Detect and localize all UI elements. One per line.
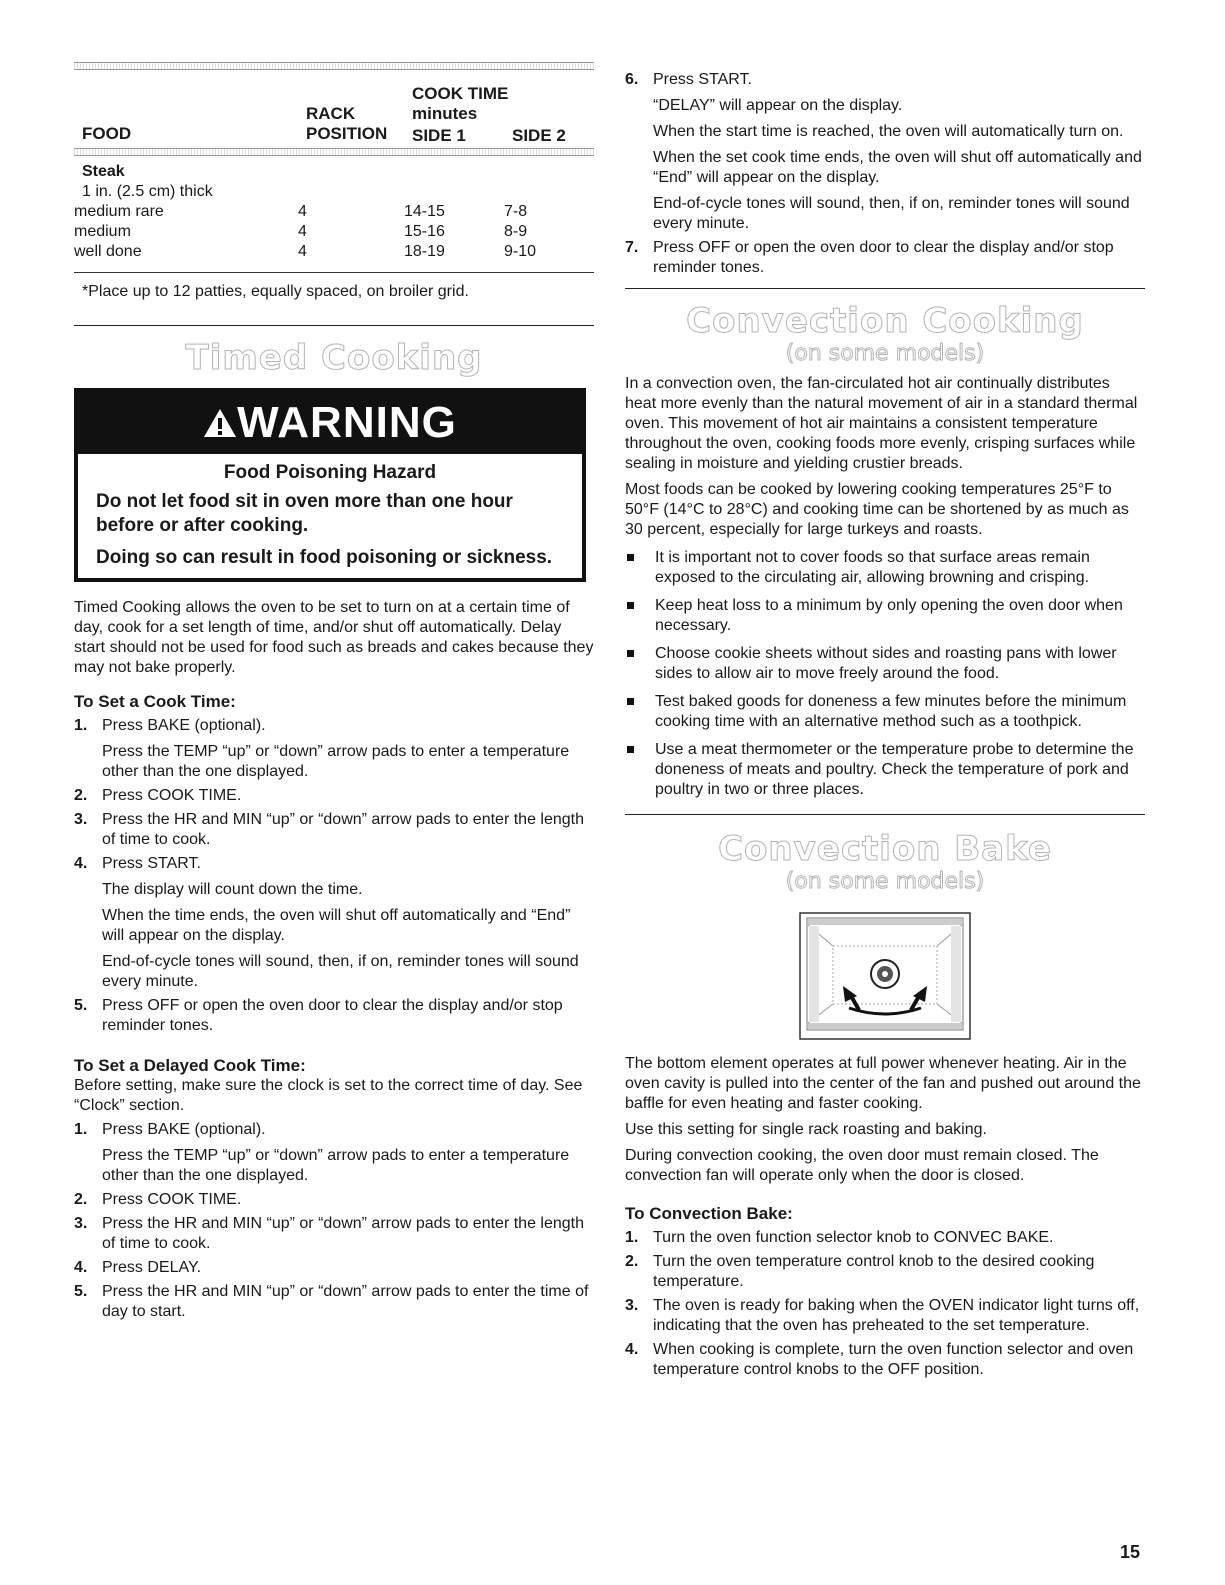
step-item bbox=[74, 810, 594, 850]
section-divider bbox=[625, 288, 1145, 289]
table-cell-side2: 7-8 bbox=[504, 203, 528, 220]
set-delayed-steps bbox=[74, 1120, 594, 1322]
warning-banner-text: WARNING bbox=[237, 398, 457, 447]
step-text: Press DELAY. bbox=[102, 1259, 202, 1276]
step-number: 4. bbox=[74, 855, 88, 872]
step-number: 5. bbox=[74, 1283, 88, 1300]
table-cell-side1: 18-19 bbox=[404, 243, 445, 260]
set-delayed-heading: To Set a Delayed Cook Time: bbox=[74, 1056, 306, 1075]
step-detail: The display will count down the time. bbox=[102, 881, 363, 898]
table-cell-food: medium rare bbox=[74, 203, 164, 220]
step-detail: “DELAY” will appear on the display. bbox=[653, 97, 903, 114]
header-cook-time: COOK TIME bbox=[412, 84, 509, 103]
step-item bbox=[74, 996, 594, 1036]
step-text: Press the HR and MIN “up” or “down” arrow pads to enter the length of time to cook. bbox=[102, 1215, 584, 1252]
table-bottom-rule bbox=[74, 272, 594, 273]
step-text: Press the HR and MIN “up” or “down” arrow pads to enter the time of day to start. bbox=[102, 1283, 589, 1320]
step-number: 3. bbox=[74, 811, 88, 828]
step-number: 1. bbox=[625, 1229, 639, 1246]
table-header-rule bbox=[74, 148, 594, 156]
warning-hazard: Food Poisoning Hazard bbox=[223, 462, 437, 483]
step-text: Press BAKE (optional). bbox=[102, 717, 266, 734]
table-cell-side2: 9-10 bbox=[504, 243, 537, 260]
cook-time-table bbox=[74, 62, 594, 301]
step-number: 7. bbox=[625, 239, 639, 256]
header-position: POSITION bbox=[306, 124, 388, 143]
step-number: 2. bbox=[625, 1253, 639, 1270]
step-number: 4. bbox=[74, 1259, 88, 1276]
list-item: It is important not to cover foods so that surface areas remain exposed to the circulating air, allowing browning and crisping. bbox=[625, 548, 1145, 588]
table-cell-rack: 4 bbox=[298, 243, 307, 260]
table-body bbox=[74, 156, 594, 264]
table-cell-side1: 14-15 bbox=[404, 203, 445, 220]
step-number: 6. bbox=[625, 71, 639, 88]
header-side2: SIDE 2 bbox=[512, 126, 566, 145]
step-text: Press COOK TIME. bbox=[102, 1191, 242, 1208]
step-item bbox=[74, 1190, 594, 1210]
header-rack: RACK bbox=[306, 104, 356, 123]
right-column bbox=[625, 66, 1145, 1380]
step-detail: When the time ends, the oven will shut off automatically and “End” will appear on the display. bbox=[102, 907, 571, 944]
step-item bbox=[74, 1120, 594, 1186]
step-item bbox=[625, 1252, 1145, 1292]
warning-banner bbox=[78, 392, 582, 454]
table-row bbox=[74, 222, 574, 242]
step-detail: When the start time is reached, the oven will automatically turn on. bbox=[653, 123, 1124, 140]
step-item bbox=[74, 1282, 594, 1322]
set-cook-time-steps bbox=[74, 716, 594, 1036]
table-thickness: 1 in. (2.5 cm) thick bbox=[82, 183, 213, 200]
table-footnote: *Place up to 12 patties, equally spaced, on broiler grid. bbox=[82, 283, 469, 300]
table-cell-food: well done bbox=[74, 243, 142, 260]
header-food: FOOD bbox=[82, 124, 132, 143]
convection-bake-title: Convection Bake bbox=[718, 829, 1052, 869]
page-number: 15 bbox=[1120, 1542, 1141, 1562]
table-cell-side2: 8-9 bbox=[504, 223, 528, 240]
table-category: Steak bbox=[82, 163, 125, 180]
timed-cooking-title: Timed Cooking bbox=[185, 338, 483, 378]
step-item bbox=[74, 716, 594, 782]
convection-bake-heading: To Convection Bake: bbox=[625, 1204, 793, 1223]
step-text: Turn the oven temperature control knob to the desired cooking temperature. bbox=[653, 1253, 1095, 1290]
step-item bbox=[74, 1214, 594, 1254]
set-delayed-intro: Before setting, make sure the clock is set to the correct time of day. See “Clock” section. bbox=[74, 1077, 583, 1114]
step-text: When cooking is complete, turn the oven function selector and oven temperature control knobs to the OFF position. bbox=[653, 1341, 1134, 1378]
table-cell-rack: 4 bbox=[298, 223, 307, 240]
delayed-continued-steps bbox=[625, 70, 1145, 278]
convection-cooking-subtitle: (on some models) bbox=[785, 341, 985, 366]
step-number: 2. bbox=[74, 1191, 88, 1208]
step-detail: End-of-cycle tones will sound, then, if on, reminder tones will sound every minute. bbox=[102, 953, 579, 990]
header-side1: SIDE 1 bbox=[412, 126, 466, 145]
table-cell-rack: 4 bbox=[298, 203, 307, 220]
table-header bbox=[74, 70, 594, 148]
section-divider bbox=[625, 814, 1145, 815]
timed-cooking-intro: Timed Cooking allows the oven to be set to turn on at a certain time of day, cook for a set length of time, and/or shut off automatically. Delay start should not be used for food such as breads and cakes because they may not bake properly. bbox=[74, 599, 594, 676]
step-number: 1. bbox=[74, 717, 88, 734]
list-item: Choose cookie sheets without sides and roasting pans with lower sides to allow air to move freely around the food. bbox=[625, 644, 1145, 684]
step-item bbox=[74, 1258, 594, 1278]
step-text: Press START. bbox=[102, 855, 201, 872]
list-item: Keep heat loss to a minimum by only opening the oven door when necessary. bbox=[625, 596, 1145, 636]
table-cell-side1: 15-16 bbox=[404, 223, 445, 240]
warning-box bbox=[74, 388, 586, 582]
left-column bbox=[74, 62, 594, 1322]
oven-fan-illustration-icon bbox=[799, 912, 971, 1040]
convection-bullets bbox=[625, 548, 1145, 800]
step-item bbox=[625, 1340, 1145, 1380]
step-text: Press the HR and MIN “up” or “down” arrow pads to enter the length of time to cook. bbox=[102, 811, 584, 848]
step-number: 4. bbox=[625, 1341, 639, 1358]
convection-bake-para-3: During convection cooking, the oven door must remain closed. The convection fan will operate only when the door is closed. bbox=[625, 1147, 1099, 1184]
set-cook-time-heading: To Set a Cook Time: bbox=[74, 692, 236, 711]
section-divider bbox=[74, 325, 594, 326]
list-item: Test baked goods for doneness a few minutes before the minimum cooking time with an alternative method such as a toothpick. bbox=[625, 692, 1145, 732]
step-number: 5. bbox=[74, 997, 88, 1014]
list-item: Use a meat thermometer or the temperature probe to determine the doneness of meats and poultry. Check the temperature of pork and poultry in two or three places. bbox=[625, 740, 1145, 800]
step-text: Turn the oven function selector knob to CONVEC BAKE. bbox=[653, 1229, 1054, 1246]
convection-para-2: Most foods can be cooked by lowering cooking temperatures 25°F to 50°F (14°C to 28°C) and cooking time can be shortened by as much as 30 percent, especially for large turkeys and roasts. bbox=[625, 481, 1129, 538]
step-item bbox=[625, 70, 1145, 234]
step-detail: Press the TEMP “up” or “down” arrow pads to enter a temperature other than the one displayed. bbox=[102, 1147, 570, 1184]
step-detail: Press the TEMP “up” or “down” arrow pads to enter a temperature other than the one displayed. bbox=[102, 743, 570, 780]
table-cell-food: medium bbox=[74, 223, 131, 240]
step-number: 3. bbox=[625, 1297, 639, 1314]
warning-triangle-icon bbox=[203, 394, 237, 456]
convection-cooking-title: Convection Cooking bbox=[686, 301, 1084, 341]
step-detail: End-of-cycle tones will sound, then, if on, reminder tones will sound every minute. bbox=[653, 195, 1130, 232]
step-number: 2. bbox=[74, 787, 88, 804]
convection-bake-para-2: Use this setting for single rack roasting and baking. bbox=[625, 1121, 987, 1138]
warning-line-1: Do not let food sit in oven more than one hour before or after cooking. bbox=[96, 491, 513, 536]
step-text: Press START. bbox=[653, 71, 752, 88]
convection-bake-para-1: The bottom element operates at full power whenever heating. Air in the oven cavity is pulled into the center of the fan and pushed out around the baffle for even heating and faster cooking. bbox=[625, 1055, 1141, 1112]
step-number: 1. bbox=[74, 1121, 88, 1138]
step-item bbox=[74, 854, 594, 992]
warning-line-2: Doing so can result in food poisoning or sickness. bbox=[96, 547, 553, 568]
step-detail: When the set cook time ends, the oven will shut off automatically and “End” will appear on the display. bbox=[653, 149, 1142, 186]
step-item bbox=[625, 238, 1145, 278]
step-text: Press OFF or open the oven door to clear the display and/or stop reminder tones. bbox=[653, 239, 1114, 276]
step-item bbox=[625, 1228, 1145, 1248]
header-minutes: minutes bbox=[412, 104, 478, 123]
step-text: Press OFF or open the oven door to clear the display and/or stop reminder tones. bbox=[102, 997, 563, 1034]
convection-para-1: In a convection oven, the fan-circulated hot air continually distributes heat more evenly than the natural movement of air in a standard thermal oven. This movement of hot air maintains a consistent temperature throughout the oven, cooking foods more evenly, crisping surfaces while sealing in moisture and yielding crustier breads. bbox=[625, 375, 1138, 472]
step-text: Press COOK TIME. bbox=[102, 787, 242, 804]
step-item bbox=[625, 1296, 1145, 1336]
convection-bake-subtitle: (on some models) bbox=[785, 869, 985, 894]
table-row bbox=[74, 242, 574, 262]
table-top-rule bbox=[74, 62, 594, 70]
convection-bake-steps bbox=[625, 1228, 1145, 1380]
table-row bbox=[74, 202, 574, 222]
step-item bbox=[74, 786, 594, 806]
step-number: 3. bbox=[74, 1215, 88, 1232]
step-text: Press BAKE (optional). bbox=[102, 1121, 266, 1138]
step-text: The oven is ready for baking when the OVEN indicator light turns off, indicating that the oven has preheated to the set temperature. bbox=[653, 1297, 1140, 1334]
